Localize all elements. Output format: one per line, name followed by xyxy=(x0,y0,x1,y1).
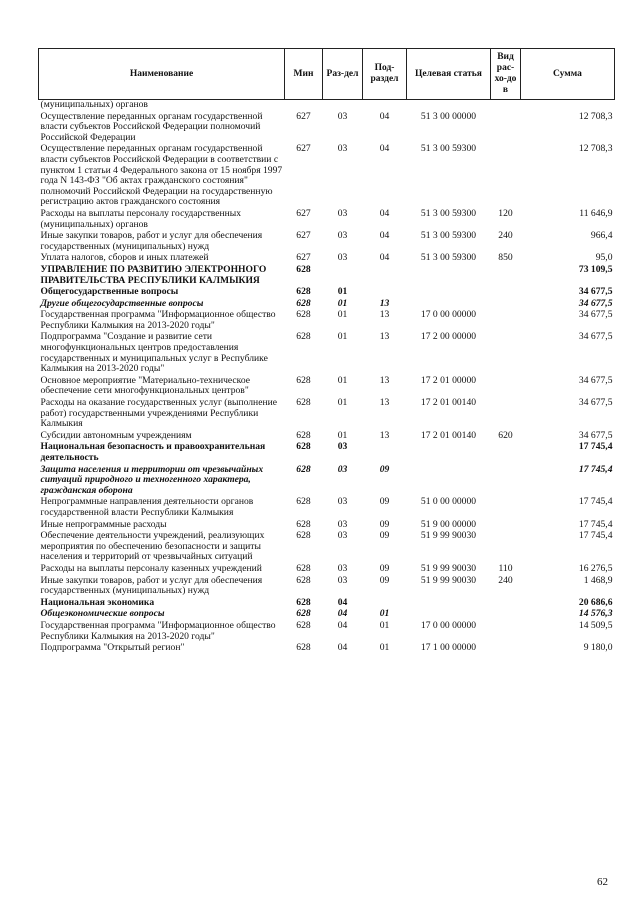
cell-min: 628 xyxy=(296,496,311,508)
cell-name: Государственная программа "Информационное общество Республики Калмыкия на 2013-2020 годы" xyxy=(40,619,276,642)
table-row xyxy=(39,209,615,231)
cell-razdel: 03 xyxy=(337,230,348,242)
cell-razdel: 03 xyxy=(337,143,348,155)
cell-razdel: 03 xyxy=(337,518,348,530)
cell-celevaya: 51 0 00 00000 xyxy=(420,496,477,508)
budget-table-page xyxy=(38,48,614,655)
cell-celevaya: 51 9 99 90030 xyxy=(420,530,477,542)
cell-name: Обеспечение деятельности учреждений, реализующих мероприятия по обеспечению безопасности и защиты населения и территорий от чрезвычайных ситуаций xyxy=(40,530,265,563)
cell-celevaya: 51 3 00 59300 xyxy=(420,252,477,264)
cell-name: Непрограммные направления деятельности органов государственной власти Республики Калмыкия xyxy=(40,496,254,518)
cell-name: Подпрограмма "Создание и развитие сети многофункциональных центров предоставления государственных и муниципальных услуг в Республике Калмыкия на 2013-2020 годы" xyxy=(40,331,268,375)
cell-min: 628 xyxy=(296,642,311,654)
cell-vid xyxy=(491,609,521,621)
cell-name: Осуществление переданных органам государственной власти субъектов Российской Федерации полномочий Российской Федерации xyxy=(40,110,263,143)
cell-podrazdel: 09 xyxy=(379,518,390,530)
cell-min: 628 xyxy=(296,331,311,343)
header-razdel: Раз-дел xyxy=(323,49,363,100)
cell-celevaya: 17 1 00 00000 xyxy=(420,642,477,654)
cell-min xyxy=(285,100,323,112)
cell-podrazdel: 04 xyxy=(379,207,390,219)
cell-razdel: 03 xyxy=(337,463,348,475)
cell-razdel: 03 xyxy=(337,441,348,453)
cell-name: Национальная безопасность и правоохранительная деятельность xyxy=(40,441,266,463)
cell-name: Общегосударственные вопросы xyxy=(40,286,179,298)
cell-razdel: 03 xyxy=(337,252,348,264)
cell-name: Расходы на оказание государственных услуг (выполнение работ) государственными учреждениями Республики Калмыкия xyxy=(40,397,277,430)
table-row xyxy=(39,442,615,464)
cell-razdel: 03 xyxy=(337,562,348,574)
cell-razdel: 01 xyxy=(337,397,348,409)
cell-name: (муниципальных) органов xyxy=(40,99,148,110)
cell-name: Осуществление переданных органам государственной власти субъектов Российской Федерации в соответствии с пунктом 1 статьи 4 Федерального закона от 15 ноября 1997 года N 143-ФЗ "Об актах гражданского состояния" полномочий Российской Федерации на государственную регистрацию актов гражданского состояния xyxy=(40,143,283,208)
cell-vid xyxy=(491,112,521,145)
cell-min: 628 xyxy=(296,309,311,321)
cell-name: Национальная экономика xyxy=(40,596,155,608)
header-celevaya: Целевая статья xyxy=(407,49,491,100)
cell-celevaya: 51 9 99 90030 xyxy=(420,574,477,586)
budget-table xyxy=(38,48,615,655)
table-row xyxy=(39,564,615,576)
table-row xyxy=(39,112,615,145)
cell-celevaya: 17 2 00 00000 xyxy=(420,331,477,343)
cell-razdel: 03 xyxy=(337,496,348,508)
cell-vid xyxy=(491,299,521,311)
cell-summa: 34 677,5 xyxy=(578,331,613,343)
cell-podrazdel: 13 xyxy=(379,309,390,321)
cell-razdel: 01 xyxy=(337,374,348,386)
cell-summa xyxy=(521,100,615,112)
cell-podrazdel xyxy=(363,265,407,287)
cell-razdel: 01 xyxy=(337,331,348,343)
cell-vid: 240 xyxy=(498,230,513,242)
cell-podrazdel: 04 xyxy=(379,230,390,242)
cell-podrazdel: 01 xyxy=(379,619,390,631)
cell-razdel: 01 xyxy=(337,286,348,298)
cell-summa: 14 509,5 xyxy=(578,619,613,631)
cell-vid xyxy=(491,265,521,287)
header-min: Мин xyxy=(285,49,323,100)
cell-vid: 850 xyxy=(498,252,513,264)
cell-vid xyxy=(491,497,521,519)
cell-podrazdel: 04 xyxy=(379,143,390,155)
cell-razdel: 03 xyxy=(337,207,348,219)
table-row xyxy=(39,621,615,643)
header-summa: Сумма xyxy=(521,49,615,100)
cell-name: Иные непрограммные расходы xyxy=(40,518,167,530)
cell-razdel: 01 xyxy=(337,309,348,321)
cell-vid xyxy=(491,310,521,332)
cell-podrazdel: 13 xyxy=(379,374,390,386)
cell-name: Иные закупки товаров, работ и услуг для обеспечения государственных (муниципальных) нужд xyxy=(40,574,263,597)
cell-summa: 1 468,9 xyxy=(583,574,613,586)
cell-summa: 73 109,5 xyxy=(578,263,613,275)
table-row xyxy=(39,265,615,287)
cell-razdel xyxy=(323,100,363,112)
table-row xyxy=(39,144,615,209)
cell-summa: 966,4 xyxy=(590,230,613,242)
table-header xyxy=(39,49,615,100)
cell-summa: 20 686,6 xyxy=(578,596,613,608)
cell-min: 628 xyxy=(296,374,311,386)
cell-vid xyxy=(491,287,521,299)
cell-summa: 34 677,5 xyxy=(578,309,613,321)
cell-min: 627 xyxy=(296,230,311,242)
cell-celevaya xyxy=(407,100,491,112)
cell-summa: 11 646,9 xyxy=(579,207,613,219)
page-number: 62 xyxy=(597,876,608,888)
cell-razdel: 04 xyxy=(337,596,348,608)
cell-vid: 240 xyxy=(498,574,513,586)
table-body xyxy=(39,100,615,655)
cell-min: 628 xyxy=(296,596,311,608)
cell-razdel: 04 xyxy=(337,619,348,631)
cell-min: 628 xyxy=(296,562,311,574)
cell-celevaya: 51 9 00 00000 xyxy=(420,518,477,530)
cell-razdel: 03 xyxy=(337,530,348,542)
cell-vid xyxy=(491,531,521,564)
cell-podrazdel: 09 xyxy=(379,496,390,508)
cell-celevaya: 51 9 99 90030 xyxy=(420,562,477,574)
cell-summa: 17 745,4 xyxy=(578,463,613,475)
header-name: Наименование xyxy=(39,49,285,100)
cell-podrazdel: 09 xyxy=(379,530,390,542)
cell-summa: 34 677,5 xyxy=(578,374,613,386)
table-row xyxy=(39,231,615,253)
table-row xyxy=(39,100,615,112)
cell-vid xyxy=(491,520,521,532)
cell-name: УПРАВЛЕНИЕ ПО РАЗВИТИЮ ЭЛЕКТРОННОГО ПРАВИТЕЛЬСТВА РЕСПУБЛИКИ КАЛМЫКИЯ xyxy=(40,263,267,286)
cell-summa: 12 708,3 xyxy=(578,110,613,122)
cell-summa: 17 745,4 xyxy=(578,496,613,508)
cell-podrazdel: 13 xyxy=(379,429,390,441)
cell-min: 628 xyxy=(296,530,311,542)
cell-vid xyxy=(491,643,521,655)
cell-name: Иные закупки товаров, работ и услуг для обеспечения государственных (муниципальных) нужд xyxy=(40,230,263,252)
cell-razdel: 04 xyxy=(337,608,348,620)
cell-min: 628 xyxy=(296,463,311,475)
cell-name: Основное мероприятие "Материально-техническое обеспечение сети многофункциональных центров" xyxy=(40,374,251,397)
table-row xyxy=(39,643,615,655)
cell-summa: 12 708,3 xyxy=(578,143,613,155)
cell-celevaya xyxy=(407,265,491,287)
cell-summa: 9 180,0 xyxy=(583,642,613,654)
cell-celevaya xyxy=(407,465,491,498)
cell-summa: 34 677,5 xyxy=(578,429,613,441)
cell-podrazdel: 13 xyxy=(379,397,390,409)
cell-min: 627 xyxy=(296,110,311,122)
cell-min: 628 xyxy=(296,297,311,309)
cell-summa: 34 677,5 xyxy=(578,286,613,298)
cell-celevaya xyxy=(407,442,491,464)
table-row xyxy=(39,497,615,519)
cell-podrazdel xyxy=(363,442,407,464)
header-vid: Вид рас-хо-до в xyxy=(491,49,521,100)
cell-podrazdel: 09 xyxy=(379,463,390,475)
cell-razdel: 03 xyxy=(337,574,348,586)
cell-podrazdel: 13 xyxy=(379,297,390,309)
cell-podrazdel: 04 xyxy=(379,252,390,264)
cell-podrazdel xyxy=(363,287,407,299)
cell-summa: 17 745,4 xyxy=(578,441,613,453)
table-row xyxy=(39,310,615,332)
cell-celevaya: 51 3 00 59300 xyxy=(420,207,477,219)
cell-min: 628 xyxy=(296,518,311,530)
cell-razdel: 01 xyxy=(337,429,348,441)
cell-min: 628 xyxy=(296,286,311,298)
cell-name: Уплата налогов, сборов и иных платежей xyxy=(40,252,209,264)
cell-summa: 14 576,3 xyxy=(578,608,613,620)
cell-celevaya: 17 2 01 00000 xyxy=(420,374,477,386)
cell-name: Другие общегосударственные вопросы xyxy=(40,297,204,309)
cell-podrazdel: 13 xyxy=(379,331,390,343)
cell-vid xyxy=(491,621,521,643)
cell-summa: 95,0 xyxy=(595,252,613,264)
table-row xyxy=(39,332,615,375)
cell-vid: 110 xyxy=(498,562,513,574)
cell-min: 628 xyxy=(296,619,311,631)
cell-celevaya xyxy=(407,598,491,610)
cell-podrazdel: 04 xyxy=(379,110,390,122)
cell-summa: 17 745,4 xyxy=(578,530,613,542)
cell-min: 628 xyxy=(296,429,311,441)
table-row xyxy=(39,376,615,398)
cell-min: 627 xyxy=(296,143,311,155)
cell-celevaya: 17 0 00 00000 xyxy=(420,309,477,321)
cell-name: Общеэкономические вопросы xyxy=(40,608,165,620)
cell-razdel: 03 xyxy=(337,110,348,122)
table-row xyxy=(39,531,615,564)
cell-vid: 620 xyxy=(498,429,513,441)
cell-min: 627 xyxy=(296,252,311,264)
cell-vid xyxy=(491,398,521,431)
table-row xyxy=(39,398,615,431)
cell-min: 628 xyxy=(296,263,311,275)
cell-vid xyxy=(491,442,521,464)
header-podrazdel: Под-раздел xyxy=(363,49,407,100)
cell-name: Расходы на выплаты персоналу казенных учреждений xyxy=(40,562,262,574)
cell-name: Защита населения и территории от чрезвычайных ситуаций природного и техногенного характера, гражданская оборона xyxy=(40,463,264,496)
table-row xyxy=(39,465,615,498)
cell-vid xyxy=(491,100,521,112)
cell-celevaya: 17 2 01 00140 xyxy=(420,397,477,409)
cell-celevaya: 17 2 01 00140 xyxy=(420,429,477,441)
cell-vid xyxy=(491,598,521,610)
cell-name: Субсидии автономным учреждениям xyxy=(40,429,192,441)
cell-celevaya: 17 0 00 00000 xyxy=(420,619,477,631)
cell-name: Расходы на выплаты персоналу государственных (муниципальных) органов xyxy=(40,207,242,230)
cell-podrazdel: 01 xyxy=(379,608,390,620)
cell-min: 628 xyxy=(296,441,311,453)
cell-vid xyxy=(491,144,521,209)
cell-vid xyxy=(491,465,521,498)
cell-min: 628 xyxy=(296,608,311,620)
cell-summa: 17 745,4 xyxy=(578,518,613,530)
cell-podrazdel: 09 xyxy=(379,574,390,586)
cell-celevaya: 51 3 00 00000 xyxy=(420,110,477,122)
cell-razdel xyxy=(323,265,363,287)
cell-min: 627 xyxy=(296,207,311,219)
cell-vid: 120 xyxy=(498,207,513,219)
cell-podrazdel: 01 xyxy=(379,642,390,654)
cell-podrazdel xyxy=(363,100,407,112)
table-row xyxy=(39,576,615,598)
cell-summa: 16 276,5 xyxy=(578,562,613,574)
cell-summa: 34 677,5 xyxy=(578,297,613,309)
table-row xyxy=(39,287,615,299)
cell-celevaya xyxy=(407,287,491,299)
cell-razdel: 04 xyxy=(337,642,348,654)
cell-name: Государственная программа "Информационное общество Республики Калмыкия на 2013-2020 годы" xyxy=(40,309,276,331)
cell-vid xyxy=(491,332,521,375)
cell-podrazdel: 09 xyxy=(379,562,390,574)
cell-razdel: 01 xyxy=(337,297,348,309)
cell-vid xyxy=(491,376,521,398)
cell-celevaya: 51 3 00 59300 xyxy=(420,230,477,242)
cell-summa: 34 677,5 xyxy=(578,397,613,409)
cell-celevaya: 51 3 00 59300 xyxy=(420,143,477,155)
cell-min: 628 xyxy=(296,397,311,409)
cell-name: Подпрограмма "Открытый регион" xyxy=(40,642,185,654)
cell-min: 628 xyxy=(296,574,311,586)
